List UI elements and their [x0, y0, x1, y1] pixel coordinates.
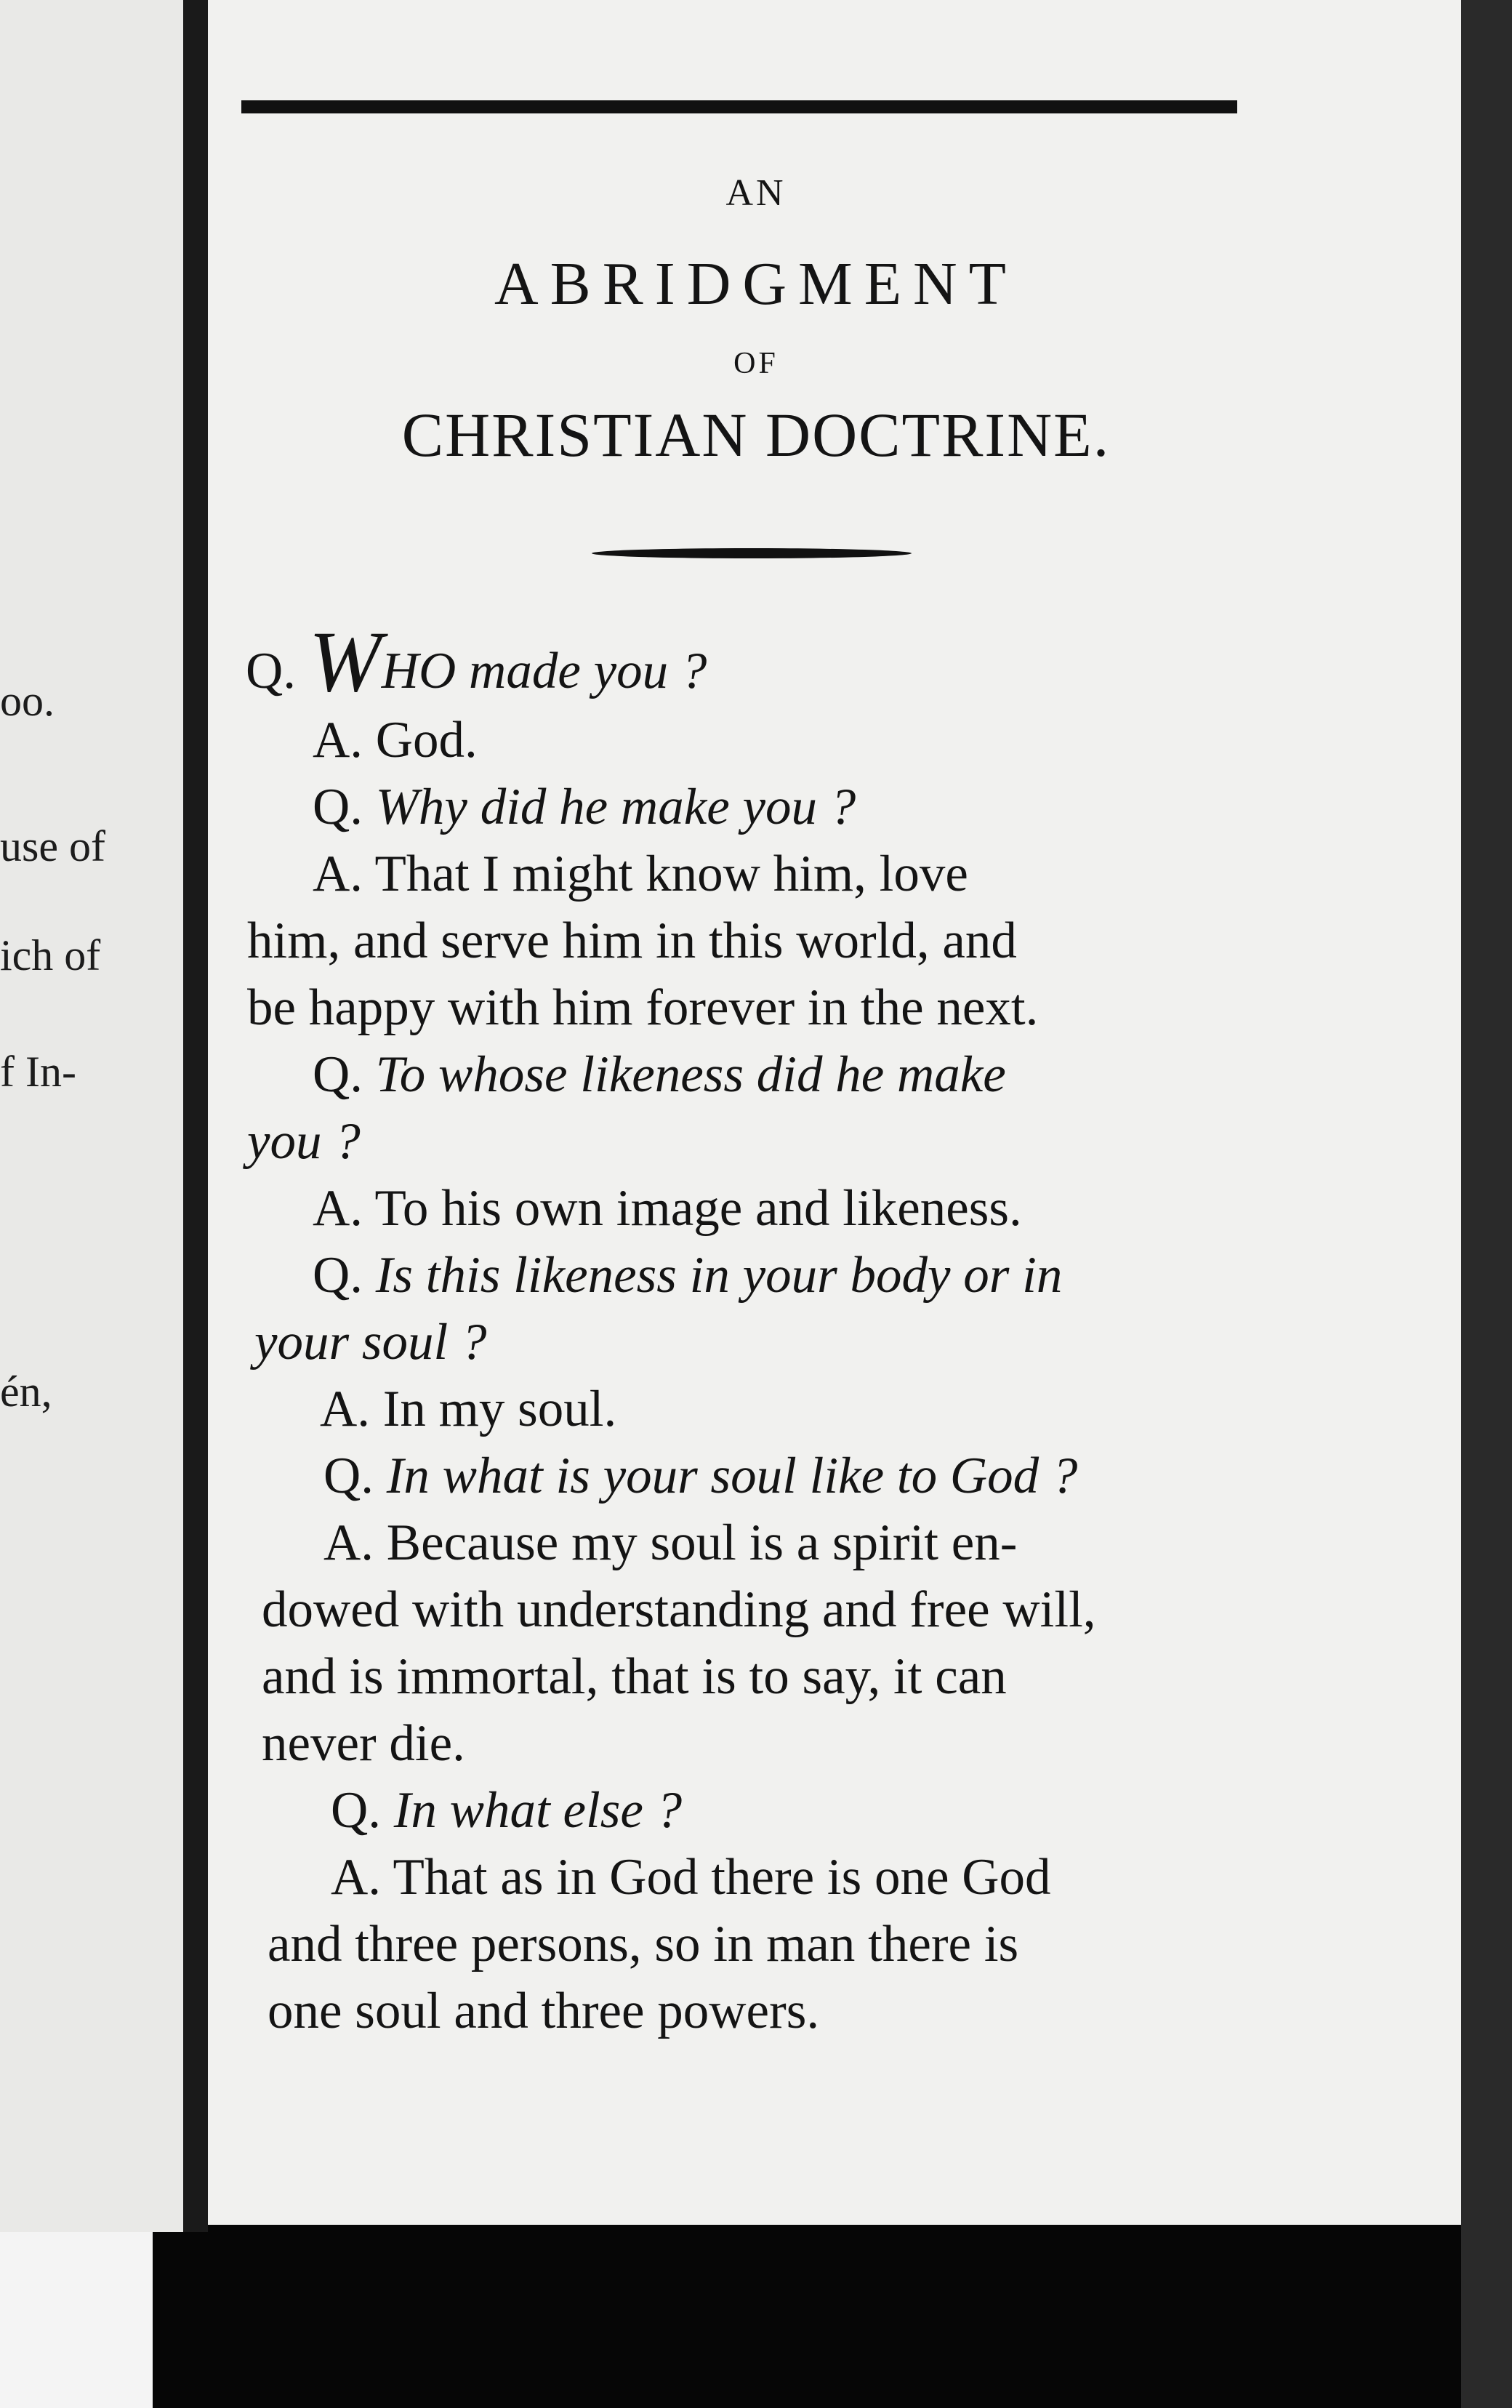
title-line-of: OF: [733, 347, 779, 380]
answer-label: A.: [331, 1849, 382, 1906]
question-5: [323, 1447, 1077, 1506]
question-label: Q.: [331, 1782, 382, 1839]
question-text: Why did he make you ?: [375, 779, 856, 835]
top-ornamental-rule: [241, 100, 1237, 113]
question-label: Q.: [313, 779, 363, 835]
answer-4: [320, 1380, 616, 1439]
facing-page-text: oo.: [0, 677, 55, 725]
answer-text: That as in God there is one God: [393, 1849, 1051, 1906]
question-text: Is this likeness in your body or in: [375, 1247, 1063, 1304]
question-text: you ?: [247, 1113, 361, 1170]
question-text: In what else ?: [393, 1782, 683, 1839]
answer-text: and three persons, so in man there is: [268, 1916, 1019, 1972]
answer-label: A.: [320, 1381, 371, 1437]
question-4: [313, 1246, 1062, 1305]
answer-2: [313, 845, 968, 904]
facing-page-text: én,: [0, 1368, 52, 1416]
answer-text: and is immortal, that is to say, it can: [262, 1648, 1007, 1705]
answer-3: [313, 1179, 1022, 1238]
answer-text: Because my soul is a spirit en-: [386, 1514, 1018, 1571]
answer-text: God.: [375, 712, 478, 768]
answer-label: A.: [313, 1180, 363, 1237]
answer-text: never die.: [262, 1715, 465, 1772]
facing-page-text: ich of: [0, 931, 101, 979]
drop-cap: W: [308, 613, 382, 710]
question-3: [313, 1046, 1006, 1104]
question-label: Q.: [313, 1046, 363, 1103]
question-text: To whose likeness did he make: [375, 1046, 1006, 1103]
page-gutter: [183, 0, 208, 2232]
answer-text: dowed with understanding and free will,: [262, 1581, 1096, 1638]
answer-label: A.: [313, 846, 363, 902]
answer-text: one soul and three powers.: [268, 1983, 820, 2039]
answer-1: [313, 711, 478, 770]
answer-text: To his own image and likeness.: [374, 1180, 1022, 1237]
question-text: HO made you ?: [381, 643, 707, 699]
question-label: Q.: [313, 1247, 363, 1304]
answer-label: A.: [323, 1514, 374, 1571]
divider-rule: [592, 548, 912, 558]
title-line-an: AN: [725, 172, 787, 214]
question-1: [246, 613, 707, 710]
paper-strip: [0, 2232, 153, 2408]
answer-text: him, and serve him in this world, and: [247, 912, 1017, 969]
answer-5: [323, 1514, 1017, 1573]
answer-6: [331, 1848, 1051, 1907]
title-line-abridgment: ABRIDGMENT: [494, 250, 1018, 318]
page-title: CHRISTIAN DOCTRINE.: [401, 400, 1111, 470]
answer-label: A.: [313, 712, 363, 768]
question-text: In what is your soul like to God ?: [386, 1448, 1078, 1504]
answer-text: That I might know him, love: [374, 846, 968, 902]
facing-page-fragment: [0, 0, 183, 2232]
question-6: [331, 1781, 682, 1840]
facing-page-text: use of: [0, 822, 105, 870]
question-2: [313, 778, 856, 837]
answer-text: be happy with him forever in the next.: [247, 979, 1039, 1036]
facing-page-text: f In-: [0, 1048, 76, 1096]
answer-text: In my soul.: [382, 1381, 617, 1437]
question-text: your soul ?: [254, 1314, 487, 1370]
question-label: Q.: [246, 643, 297, 699]
question-label: Q.: [323, 1448, 374, 1504]
